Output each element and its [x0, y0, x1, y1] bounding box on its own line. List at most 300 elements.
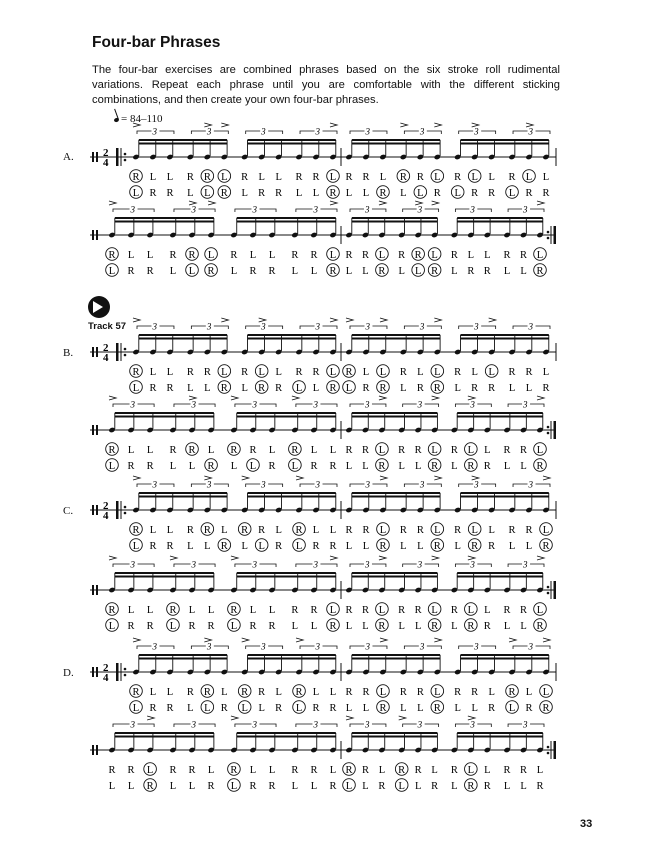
sticking-letter-top: R — [295, 172, 303, 183]
sticking-letter-top: R — [132, 525, 140, 536]
triplet-number: 3 — [365, 321, 370, 332]
sticking-letter-bottom: L — [204, 383, 211, 394]
beam — [457, 572, 543, 574]
triplet-number: 3 — [470, 204, 475, 215]
sticking-letter-bottom: L — [398, 781, 405, 792]
sticking-letter-bottom: R — [207, 266, 215, 277]
sticking-letter-top: R — [362, 172, 370, 183]
sticking-letter-top: L — [484, 605, 491, 616]
sticking-letter-bottom: L — [241, 383, 248, 394]
sticking-letter-top: R — [230, 445, 238, 456]
sticking-letter-top: L — [249, 765, 257, 776]
triplet-number: 3 — [470, 399, 475, 410]
system-label-c: C. — [63, 505, 74, 517]
percussion-clef-icon — [96, 425, 98, 435]
sticking-letter-top: L — [488, 525, 495, 536]
repeat-dot — [547, 237, 550, 240]
sticking-letter-bottom: L — [295, 383, 303, 394]
sticking-letter-bottom: R — [488, 383, 496, 394]
sticking-letter-top: L — [329, 250, 337, 261]
sticking-letter-top: R — [291, 445, 299, 456]
sticking-letter-top: R — [188, 765, 196, 776]
sticking-letter-top: L — [431, 445, 438, 456]
sticking-letter-bottom: L — [310, 781, 318, 792]
sticking-letter-top: R — [241, 525, 249, 536]
accent-mark — [231, 556, 238, 560]
sticking-letter-bottom: L — [414, 781, 422, 792]
sticking-letter-bottom: R — [379, 383, 387, 394]
sticking-letter-bottom: L — [345, 621, 353, 632]
sticking-letter-bottom: R — [275, 541, 283, 552]
beam — [457, 416, 543, 418]
sticking-letter-bottom: L — [417, 188, 424, 199]
beam — [139, 139, 227, 141]
sticking-letter-top: L — [146, 765, 154, 776]
time-signature-bottom: 4 — [103, 157, 109, 169]
tempo-text: = 84–110 — [121, 113, 163, 125]
percussion-clef-icon — [96, 230, 98, 240]
sticking-letter-top: L — [146, 250, 154, 261]
sticking-letter-bottom: R — [127, 461, 135, 472]
sticking-letter-top: L — [536, 765, 544, 776]
sticking-letter-bottom: R — [431, 266, 439, 277]
sticking-letter-top: L — [268, 765, 276, 776]
beam — [247, 143, 335, 145]
sticking-letter-top: L — [467, 605, 475, 616]
sticking-letter-bottom: L — [291, 621, 299, 632]
beam — [237, 412, 336, 414]
sticking-letter-bottom: R — [220, 188, 228, 199]
track-label: Track 57 — [88, 321, 127, 332]
triplet-number: 3 — [313, 204, 318, 215]
sticking-letter-top: L — [542, 687, 550, 698]
time-signature-bottom: 4 — [103, 672, 109, 684]
triplet-number: 3 — [315, 321, 321, 332]
sticking-letter-bottom: R — [433, 383, 441, 394]
repeat-dot — [547, 432, 550, 435]
triplet-number: 3 — [206, 479, 212, 490]
sticking-letter-bottom: L — [398, 266, 405, 277]
sticking-letter-bottom: R — [127, 266, 135, 277]
beam — [460, 334, 548, 336]
triplet-number: 3 — [365, 641, 370, 652]
beam — [352, 576, 438, 578]
triplet-number: 3 — [191, 559, 197, 570]
sticking-letter-bottom: L — [471, 703, 478, 714]
repeat-dot — [124, 348, 127, 351]
sticking-letter-bottom: L — [310, 266, 318, 277]
sticking-letter-bottom: L — [398, 461, 405, 472]
sticking-letter-top: R — [310, 250, 318, 261]
sticking-letter-top: L — [379, 525, 387, 536]
percussion-clef-icon — [92, 667, 94, 677]
sticking-letter-top: R — [295, 367, 303, 378]
beam — [237, 572, 336, 574]
sticking-letter-top: L — [188, 605, 196, 616]
sticking-letter-top: L — [434, 172, 441, 183]
sticking-letter-bottom: L — [187, 188, 194, 199]
sticking-letter-bottom: L — [454, 383, 461, 394]
sticking-letter-bottom: L — [503, 781, 511, 792]
triplet-number: 3 — [152, 126, 157, 137]
sticking-letter-bottom: L — [362, 541, 370, 552]
triplet-number: 3 — [152, 641, 157, 652]
sticking-letter-bottom: L — [362, 266, 369, 277]
sticking-letter-bottom: R — [378, 621, 386, 632]
beam — [139, 492, 227, 494]
accent-mark — [379, 396, 386, 400]
sticking-letter-top: L — [379, 687, 387, 698]
sticking-letter-top: R — [508, 525, 516, 536]
accent-mark — [147, 716, 154, 720]
triplet-number: 3 — [206, 641, 212, 652]
sticking-letter-bottom: L — [291, 781, 299, 792]
sticking-letter-top: R — [186, 367, 194, 378]
beam — [237, 217, 336, 219]
repeat-dot — [124, 674, 127, 677]
sticking-letter-top: L — [275, 687, 282, 698]
sticking-letter-bottom: R — [249, 266, 257, 277]
sticking-letter-bottom: L — [310, 621, 318, 632]
sticking-letter-bottom: L — [345, 461, 353, 472]
sticking-letter-bottom: R — [207, 781, 215, 792]
sticking-letter-bottom: R — [483, 781, 491, 792]
triplet-number: 3 — [364, 559, 370, 570]
beam — [115, 572, 214, 574]
sticking-letter-top: L — [149, 687, 157, 698]
repeat-dot — [124, 354, 127, 357]
time-signature-top: 2 — [103, 147, 109, 159]
sticking-letter-top: R — [345, 172, 353, 183]
beam — [460, 338, 548, 340]
percussion-clef-icon — [92, 505, 94, 515]
sticking-letter-top: L — [221, 525, 228, 536]
triplet-number: 3 — [419, 641, 425, 652]
sticking-letter-top: R — [416, 172, 424, 183]
sticking-letter-bottom: R — [220, 703, 228, 714]
sticking-letter-top: L — [484, 250, 491, 261]
triplet-number: 3 — [252, 399, 257, 410]
sticking-letter-top: R — [310, 605, 318, 616]
sticking-letter-bottom: L — [230, 621, 238, 632]
sticking-letter-top: R — [127, 765, 135, 776]
sticking-letter-bottom: R — [471, 383, 479, 394]
triplet-number: 3 — [417, 719, 423, 730]
sticking-letter-bottom: L — [132, 541, 140, 552]
beam — [237, 732, 336, 734]
sticking-letter-bottom: L — [451, 461, 458, 472]
sticking-letter-top: R — [525, 367, 533, 378]
percussion-clef-icon — [92, 230, 94, 240]
sticking-letter-bottom: R — [467, 621, 475, 632]
beam — [115, 416, 214, 418]
triplet-number: 3 — [261, 321, 266, 332]
sticking-letter-bottom: L — [503, 621, 511, 632]
triplet-number: 3 — [191, 204, 197, 215]
accent-mark — [432, 396, 439, 400]
time-signature-bottom: 4 — [103, 510, 109, 522]
triplet-number: 3 — [523, 559, 528, 570]
sticking-letter-bottom: L — [417, 703, 424, 714]
sticking-letter-bottom: L — [417, 541, 424, 552]
sticking-letter-bottom: R — [146, 266, 154, 277]
sticking-letter-bottom: R — [378, 266, 386, 277]
sticking-letter-bottom: R — [329, 541, 337, 552]
beam — [457, 736, 543, 738]
sticking-letter-bottom: L — [241, 703, 248, 714]
sticking-letter-bottom: L — [525, 383, 533, 394]
sticking-letter-top: R — [361, 250, 369, 261]
repeat-dot — [124, 512, 127, 515]
repeat-dot — [124, 506, 127, 509]
sticking-letter-top: R — [450, 250, 458, 261]
time-signature-top: 2 — [103, 662, 109, 674]
sticking-letter-bottom: L — [525, 541, 533, 552]
accent-mark — [489, 318, 496, 322]
sticking-letter-top: L — [329, 172, 337, 183]
system-label-b: B. — [63, 347, 74, 359]
sticking-letter-bottom: R — [433, 703, 441, 714]
sticking-letter-top: R — [241, 172, 249, 183]
sticking-letter-top: R — [471, 687, 479, 698]
sticking-letter-top: L — [379, 367, 387, 378]
triplet-number: 3 — [419, 126, 425, 137]
beam — [352, 736, 438, 738]
triplet-number: 3 — [523, 719, 528, 730]
beam — [139, 338, 227, 340]
beam — [352, 334, 440, 336]
accent-mark — [231, 716, 238, 720]
sticking-letter-top: R — [520, 765, 528, 776]
sticking-letter-bottom: R — [258, 383, 266, 394]
sticking-letter-bottom: L — [520, 621, 527, 632]
sticking-letter-top: R — [414, 445, 422, 456]
accent-mark — [221, 318, 228, 322]
beam — [352, 412, 438, 414]
triplet-number: 3 — [419, 321, 425, 332]
triplet-number: 3 — [364, 719, 370, 730]
triplet-number: 3 — [417, 399, 423, 410]
sticking-letter-top: L — [166, 172, 174, 183]
sticking-letter-bottom: L — [400, 383, 407, 394]
sticking-letter-top: L — [275, 525, 282, 536]
sticking-letter-top: L — [329, 687, 337, 698]
repeat-dot — [124, 159, 127, 162]
sticking-letter-bottom: L — [295, 188, 303, 199]
sticking-letter-bottom: R — [207, 621, 215, 632]
sticking-letter-top: R — [108, 765, 116, 776]
sticking-letter-bottom: L — [132, 383, 140, 394]
sticking-letter-top: L — [221, 687, 228, 698]
sticking-letter-bottom: L — [451, 266, 458, 277]
repeat-dot — [547, 586, 550, 589]
accent-mark — [509, 638, 516, 642]
sticking-letter-top: L — [127, 250, 135, 261]
sticking-letter-bottom: R — [379, 541, 387, 552]
beam — [237, 736, 336, 738]
sticking-letter-bottom: L — [312, 383, 320, 394]
sticking-letter-top: L — [379, 172, 387, 183]
sticking-letter-top: R — [291, 250, 299, 261]
sticking-letter-top: R — [454, 172, 462, 183]
percussion-clef-icon — [92, 745, 94, 755]
accent-mark — [208, 201, 215, 205]
beam — [352, 217, 438, 219]
accent-mark — [296, 476, 303, 480]
sticking-letter-top: R — [241, 367, 249, 378]
sticking-letter-bottom: L — [451, 781, 458, 792]
beam — [237, 576, 336, 578]
triplet-number: 3 — [261, 641, 266, 652]
sticking-letter-top: L — [488, 172, 495, 183]
triplet-number: 3 — [417, 559, 423, 570]
sticking-letter-bottom: L — [132, 188, 140, 199]
repeat-end-barline — [554, 421, 557, 439]
accent-mark — [330, 556, 337, 560]
accent-mark — [543, 638, 550, 642]
triplet-number: 3 — [130, 204, 136, 215]
sticking-letter-top: R — [414, 250, 422, 261]
repeat-start-barline — [116, 343, 119, 361]
accent-mark — [133, 123, 140, 127]
accent-mark — [434, 318, 441, 322]
sticking-letter-bottom: R — [275, 703, 283, 714]
beam — [115, 732, 214, 734]
sticking-letter-bottom: R — [542, 703, 550, 714]
accent-mark — [133, 476, 140, 480]
beam — [352, 732, 438, 734]
accent-mark — [434, 476, 441, 480]
sticking-letter-top: R — [203, 525, 211, 536]
accent-mark — [432, 556, 439, 560]
sticking-letter-top: R — [450, 605, 458, 616]
triplet-number: 3 — [252, 204, 257, 215]
sticking-letter-top: R — [169, 250, 177, 261]
sticking-letter-top: R — [345, 445, 353, 456]
sticking-letter-bottom: L — [503, 461, 511, 472]
beam — [139, 654, 227, 656]
accent-mark — [434, 123, 441, 127]
sticking-letter-bottom: L — [454, 188, 461, 199]
sticking-letter-top: R — [520, 445, 528, 456]
sticking-letter-bottom: R — [149, 541, 157, 552]
sticking-letter-bottom: R — [379, 703, 387, 714]
triplet-number: 3 — [364, 204, 370, 215]
sticking-letter-bottom: L — [362, 188, 370, 199]
triplet-number: 3 — [252, 719, 257, 730]
sticking-letter-top: R — [361, 445, 369, 456]
accent-mark — [330, 123, 337, 127]
sticking-letter-top: R — [345, 525, 353, 536]
beam — [247, 139, 335, 141]
time-signature-top: 2 — [103, 500, 109, 512]
beam — [247, 338, 335, 340]
sticking-letter-top: L — [431, 250, 438, 261]
beam — [352, 143, 440, 145]
triplet-number: 3 — [365, 479, 370, 490]
sticking-letter-top: R — [258, 525, 266, 536]
beam — [352, 496, 440, 498]
sticking-letter-bottom: R — [467, 781, 475, 792]
sticking-letter-top: R — [454, 687, 462, 698]
sticking-letter-top: L — [258, 367, 265, 378]
sticking-letter-bottom: R — [433, 188, 441, 199]
sticking-letter-bottom: L — [132, 703, 140, 714]
sticking-letter-top: R — [345, 250, 353, 261]
sticking-letter-top: L — [329, 525, 337, 536]
sticking-letter-bottom: L — [362, 621, 369, 632]
sticking-letter-bottom: R — [329, 621, 337, 632]
sticking-letter-bottom: L — [400, 541, 407, 552]
sticking-letter-top: L — [542, 525, 550, 536]
sticking-letter-top: L — [166, 525, 174, 536]
sticking-letter-top: R — [398, 250, 406, 261]
accent-mark — [543, 476, 550, 480]
repeat-start-barline — [116, 501, 119, 519]
repeat-dot — [547, 746, 550, 749]
accent-mark — [346, 716, 353, 720]
triplet-number: 3 — [528, 641, 534, 652]
accent-mark — [231, 396, 238, 400]
triplet-number: 3 — [152, 479, 157, 490]
repeat-start-barline — [116, 663, 119, 681]
sticking-letter-bottom: R — [166, 703, 174, 714]
sticking-letter-bottom: R — [488, 703, 496, 714]
system-label-d: D. — [63, 667, 74, 679]
sticking-letter-bottom: L — [258, 703, 265, 714]
sticking-letter-top: L — [268, 605, 276, 616]
beam — [460, 654, 548, 656]
sticking-letter-top: L — [434, 367, 441, 378]
percussion-clef-icon — [92, 347, 94, 357]
sticking-letter-bottom: L — [291, 461, 299, 472]
sticking-letter-bottom: R — [416, 383, 424, 394]
sticking-letter-bottom: R — [542, 383, 550, 394]
beam — [139, 143, 227, 145]
beam — [247, 654, 335, 656]
sticking-letter-top: R — [230, 765, 238, 776]
sticking-letter-bottom: L — [169, 266, 177, 277]
sticking-letter-top: L — [146, 605, 154, 616]
triplet-number: 3 — [528, 479, 534, 490]
sticking-letter-top: L — [149, 367, 157, 378]
beam — [460, 139, 548, 141]
sticking-letter-top: L — [378, 765, 386, 776]
sticking-letter-top: R — [508, 367, 516, 378]
sticking-letter-top: L — [488, 367, 495, 378]
sticking-letter-bottom: R — [268, 266, 276, 277]
sticking-letter-top: R — [508, 172, 516, 183]
beam — [460, 492, 548, 494]
sticking-letter-top: L — [484, 445, 491, 456]
sticking-letter-bottom: R — [329, 266, 337, 277]
sticking-letter-bottom: R — [378, 781, 386, 792]
beam — [457, 576, 543, 578]
sticking-letter-top: L — [221, 172, 228, 183]
sticking-letter-top: R — [312, 172, 320, 183]
sticking-letter-bottom: R — [471, 188, 479, 199]
beam — [115, 221, 214, 223]
sticking-letter-bottom: R — [220, 541, 228, 552]
sticking-letter-bottom: R — [536, 781, 544, 792]
sticking-letter-top: L — [275, 172, 282, 183]
repeat-end-barline — [554, 226, 557, 244]
percussion-clef-icon — [96, 585, 98, 595]
sticking-letter-bottom: L — [345, 383, 353, 394]
percussion-clef-icon — [96, 667, 98, 677]
beam — [247, 492, 335, 494]
sticking-letter-bottom: L — [454, 541, 461, 552]
